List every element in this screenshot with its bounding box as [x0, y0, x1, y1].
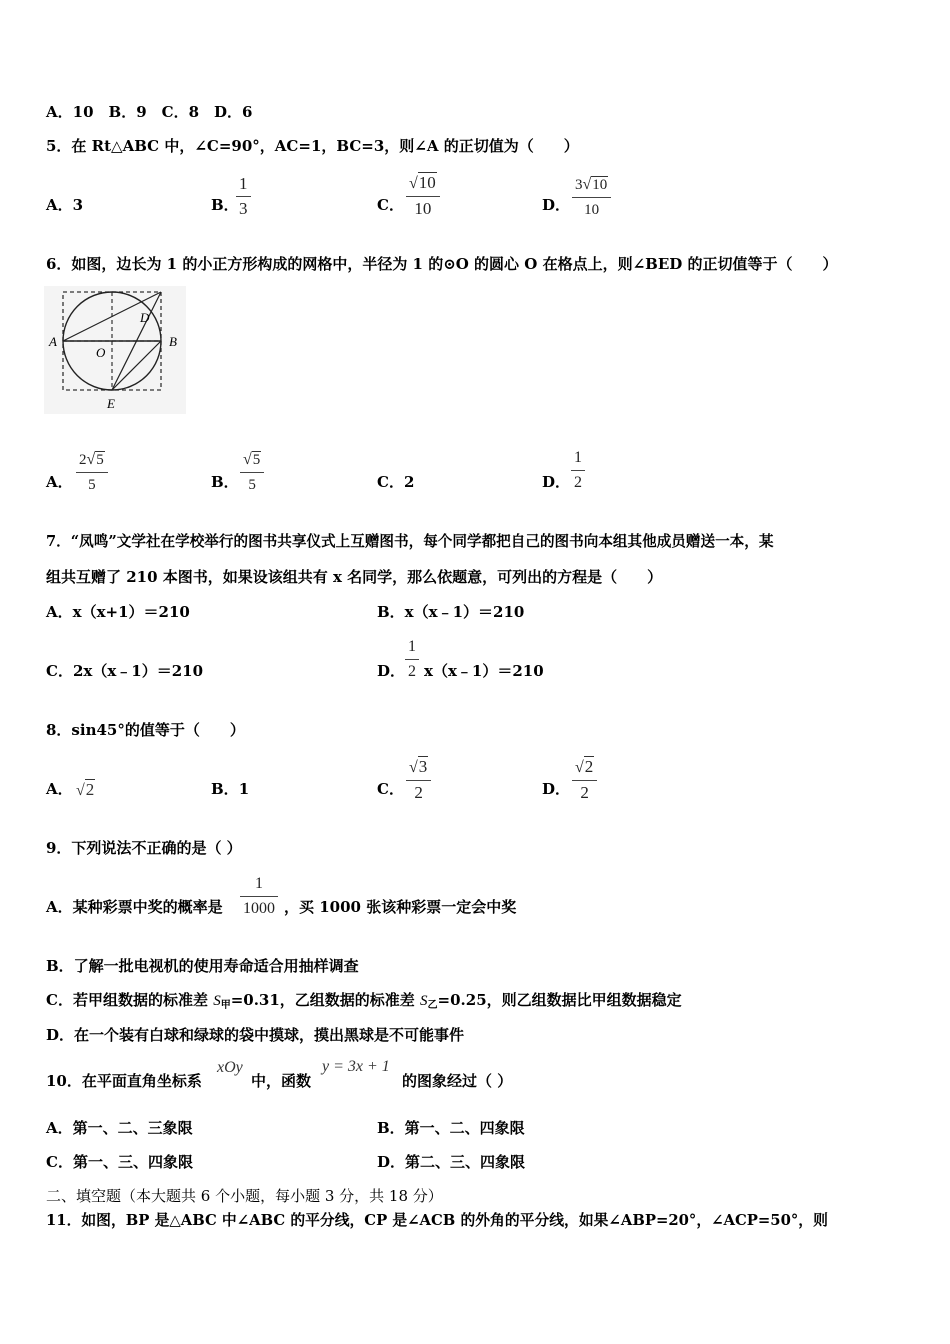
q9-option-a-prefix: A．某种彩票中奖的概率是	[46, 898, 223, 916]
option-label: C．	[377, 473, 404, 491]
radicand: 2	[85, 780, 95, 799]
q7-option-d-fraction	[405, 637, 419, 682]
q10-stem-middle: 中，函数	[251, 1072, 312, 1090]
section-2-title: 二、填空题（本大题共 6 个小题，每小题 3 分，共 18 分）	[46, 1187, 443, 1205]
label-d: D	[140, 310, 150, 325]
q11-stem: 11．如图，BP 是△ABC 中∠ABC 的平分线，CP 是∠ACB 的外角的平分线，如果∠ABP=20°，∠ACP=50°，则	[46, 1212, 828, 1229]
q8-option-a-label: A．	[46, 780, 73, 798]
label-o: O	[96, 345, 106, 360]
q8-option-a-radical: √2	[76, 780, 95, 799]
q10-option-a: A．第一、二、三象限	[46, 1119, 193, 1137]
radicand: 2	[584, 757, 594, 776]
q7-stem-line1: 7．“凤鸣”文学社在学校举行的图书共享仪式上互赠图书，每个同学都把自己的图书向本组其他成员赠送一本，某	[46, 533, 774, 550]
q9-option-b: B．了解一批电视机的使用寿命适合用抽样调查	[46, 957, 359, 975]
q9-stem: 9．下列说法不正确的是（ ）	[46, 839, 242, 857]
q7-option-d-label: D．	[377, 662, 406, 680]
option-c-suffix: =0.25，则乙组数据比甲组数据稳定	[437, 991, 682, 1009]
q5-option-d-label: D．	[542, 196, 571, 214]
q7-option-a: A．x（x+1）＝210	[46, 603, 190, 621]
fraction-numerator: 1	[255, 875, 263, 892]
fraction-denominator: 5	[88, 477, 96, 493]
option-label: B．	[211, 780, 239, 798]
radicand: 10	[418, 173, 436, 192]
coefficient: 2	[79, 452, 87, 468]
q7-option-d-expression: x（x﹣1）＝210	[424, 662, 544, 680]
fraction-denominator: 5	[248, 477, 256, 493]
q7-option-b: B．x（x﹣1）＝210	[377, 603, 525, 621]
fraction-denominator: 10	[584, 202, 600, 218]
q6-option-d-label: D．	[542, 473, 571, 491]
fraction-denominator: 2	[408, 663, 416, 680]
q5-option-a	[46, 195, 83, 215]
std-dev-symbol-a: S	[213, 993, 221, 1009]
q10-function: y = 3x + 1	[322, 1058, 390, 1075]
q6-grid-circle-figure	[44, 286, 186, 414]
fraction-numerator: 1	[408, 638, 416, 655]
q6-option-a-fraction: 2√5 5	[76, 450, 108, 495]
q6-option-c	[377, 472, 414, 492]
option-value: 1	[238, 780, 250, 798]
q7-stem-line2: 组共互赠了 210 本图书，如果设该组共有 x 名同学，那么依题意，可列出的方程是（ ）	[46, 568, 663, 586]
q6-option-d-fraction	[571, 448, 585, 493]
std-dev-symbol-b: S	[420, 993, 428, 1009]
q5-option-b-label: B．	[211, 196, 239, 214]
q10-option-c: C．第一、三、四象限	[46, 1153, 193, 1171]
q8-option-b	[211, 779, 249, 799]
radicand: 3	[418, 757, 428, 776]
fraction-numerator: 1	[239, 174, 248, 193]
label-b: B	[169, 334, 177, 349]
q6-option-b-fraction: √5 5	[240, 450, 264, 495]
q10-coordinate-system: xOy	[217, 1059, 243, 1076]
fraction-denominator: 2	[414, 783, 423, 802]
q5-stem: 5．在 Rt△ABC 中，∠C=90°，AC=1，BC=3，则∠A 的正切值为（ ）	[46, 137, 579, 155]
q5-option-d-fraction: 3√10 10	[572, 175, 611, 220]
fraction-denominator: 1000	[243, 900, 275, 917]
q8-stem: 8．sin45°的值等于（ ）	[46, 721, 245, 739]
q5-option-b-fraction	[236, 174, 251, 219]
q9-option-d: D．在一个装有白球和绿球的袋中摸球，摸出黑球是不可能事件	[46, 1026, 465, 1044]
q7-option-c: C．2x（x﹣1）＝210	[46, 662, 204, 680]
q8-option-c-fraction: √3 2	[406, 757, 431, 803]
label-a: A	[49, 334, 57, 349]
q9-option-a-suffix: ，买 1000 张该种彩票一定会中奖	[284, 898, 517, 916]
radicand: 5	[252, 452, 261, 468]
fraction-denominator: 3	[239, 199, 248, 218]
option-value: 3	[72, 196, 84, 214]
q10-stem-suffix: 的图象经过（ ）	[402, 1072, 513, 1090]
q9-option-c	[46, 990, 682, 1016]
fraction-denominator: 2	[580, 783, 589, 802]
q9-option-a-fraction	[240, 874, 278, 919]
option-c-prefix: C．若甲组数据的标准差	[46, 991, 208, 1009]
radicand: 5	[96, 452, 104, 468]
q4-options: A．10 B．9 C．8 D．6	[46, 103, 253, 121]
coefficient: 3	[575, 177, 583, 193]
q8-option-c-label: C．	[377, 780, 404, 798]
fraction-denominator: 10	[414, 199, 432, 218]
option-value: 2	[403, 473, 415, 491]
subscript-jia: 甲	[220, 1000, 231, 1011]
option-c-middle: =0.31，乙组数据的标准差	[230, 991, 415, 1009]
label-e: E	[107, 396, 115, 411]
fraction-denominator: 2	[574, 474, 582, 491]
q6-stem: 6．如图，边长为 1 的小正方形构成的网格中，半径为 1 的⊙O 的圆心 O 在格点上，则∠BED 的正切值等于（ ）	[46, 255, 838, 273]
q8-option-d-label: D．	[542, 780, 571, 798]
q5-option-c-label: C．	[377, 196, 404, 214]
subscript-yi: 乙	[427, 1000, 438, 1011]
q5-option-c-fraction: √10 10	[406, 173, 440, 219]
option-label: A．	[46, 196, 73, 214]
q6-option-b-label: B．	[211, 473, 239, 491]
figure-background	[44, 286, 186, 414]
fraction-numerator: 1	[574, 449, 582, 466]
q10-stem-prefix: 10．在平面直角坐标系	[46, 1072, 202, 1090]
radicand: 10	[592, 177, 608, 193]
q8-option-d-fraction: √2 2	[572, 757, 597, 803]
q10-option-d: D．第二、三、四象限	[377, 1153, 526, 1171]
q10-option-b: B．第一、二、四象限	[377, 1119, 525, 1137]
q6-option-a-label: A．	[46, 473, 73, 491]
